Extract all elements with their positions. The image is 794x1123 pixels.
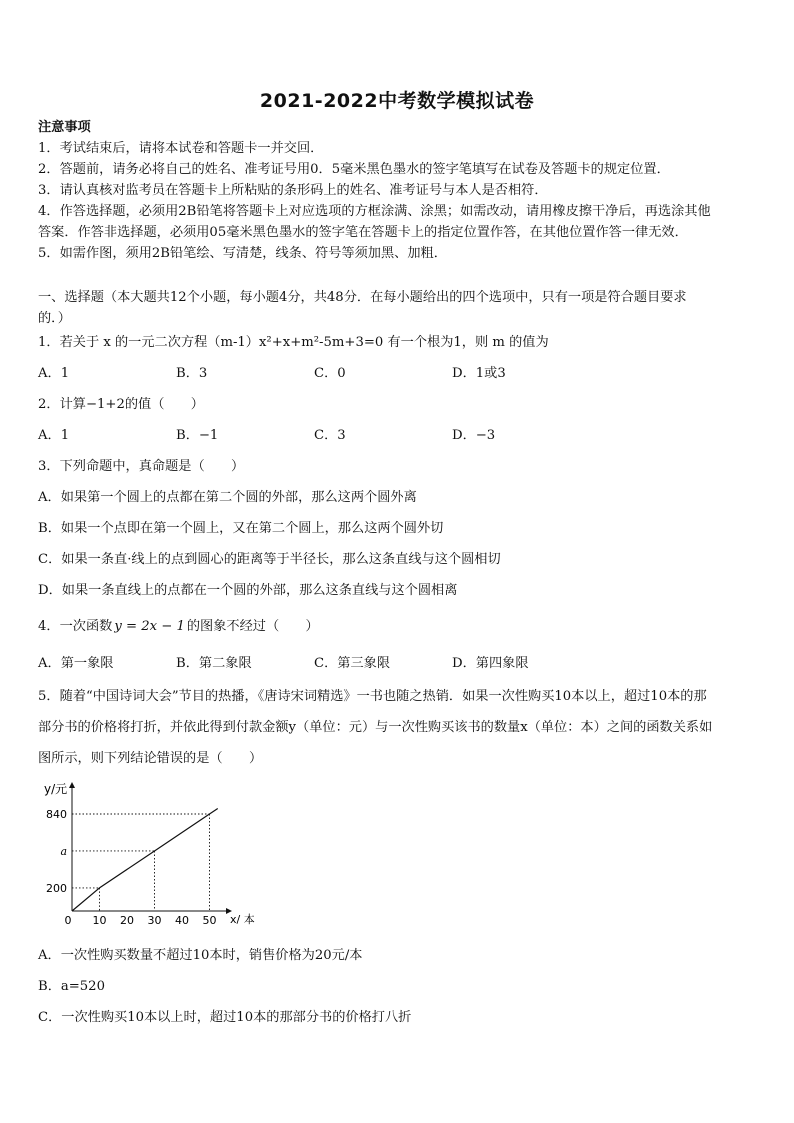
q4-option-c: C．第三象限 — [314, 656, 391, 671]
notice-item-4-cont: 答案．作答非选择题，必须用05毫米黑色墨水的签字笔在答题卡上的指定位置作答，在其他位置作答一律无效． — [38, 225, 688, 240]
q3-option-c: C．如果一条直·线上的点到圆心的距离等于半径长，那么这条直线与这个圆相切 — [38, 552, 501, 567]
q2-option-d: D．−3 — [452, 428, 496, 443]
q2-option-a: A．1 — [38, 428, 70, 443]
notice-heading: 注意事项 — [38, 120, 91, 135]
y-tick-label: 200 — [46, 881, 67, 895]
q2-stem: 2．计算−1+2的值（ ） — [38, 397, 204, 412]
page-title: 2021-2022中考数学模拟试卷 — [259, 90, 535, 112]
q4-formula: y = 2x − 1 — [114, 619, 185, 634]
q2-option-c: C．3 — [314, 428, 346, 443]
q3-option-a: A．如果第一个圆上的点都在第二个圆的外部，那么这两个圆外离 — [38, 490, 417, 505]
q3-option-d: D．如果一条直线上的点都在一个圆的外部，那么这条直线与这个圆相离 — [38, 583, 458, 598]
q4-stem-pre: 4．一次函数 — [38, 619, 113, 634]
q5-stem-line1: 5．随着“中国诗词大会”节目的热播，《唐诗宋词精选》一书也随之热销．如果一次性购买10本以上，超过10本的那 — [38, 689, 707, 704]
q2-option-b: B．−1 — [176, 428, 219, 443]
x-tick-label: 20 — [120, 914, 134, 927]
q5-stem-line2: 部分书的价格将打折，并依此得到付款金额y（单位：元）与一次性购买该书的数量x（单位：本）之间的函数关系如 — [38, 720, 713, 735]
q4-option-b: B．第二象限 — [176, 656, 252, 671]
notice-item-2: 2．答题前，请务必将自己的姓名、准考证号用0．5毫米黑色墨水的签字笔填写在试卷及答题卡的规定位置． — [38, 162, 670, 177]
x-tick-label: 40 — [175, 914, 189, 927]
section-heading: 一、选择题（本大题共12个小题，每小题4分，共48分．在每小题给出的四个选项中，只有一项是符合题目要求 — [38, 290, 687, 305]
notice-item-4: 4．作答选择题，必须用2B铅笔将答题卡上对应选项的方框涂满、涂黑；如需改动，请用橡皮擦干净后，再选涂其他 — [38, 204, 711, 219]
y-tick-label: 840 — [46, 808, 67, 821]
q5-option-b: B．a=520 — [38, 979, 105, 994]
q4-option-d: D．第四象限 — [452, 656, 529, 671]
section-heading-cont: 的．） — [38, 311, 71, 326]
notice-item-5: 5．如需作图，须用2B铅笔绘、写清楚，线条、符号等须加黑、加粗． — [38, 246, 447, 261]
q1-option-d: D．1或3 — [452, 366, 506, 381]
q4-option-a: A．第一象限 — [38, 656, 114, 671]
y-tick-label: a — [60, 844, 67, 858]
q3-stem: 3．下列命题中，真命题是（ ） — [38, 459, 245, 474]
q1-stem: 1．若关于 x 的一元二次方程（m-1）x²+x+m²-5m+3=0 有一个根为1，则 m 的值为 — [38, 335, 549, 350]
x-tick-label: 10 — [92, 914, 107, 927]
x-tick-label: 0 — [64, 914, 72, 927]
x-axis-label: x/ 本 — [230, 913, 255, 926]
q4-stem — [38, 617, 760, 637]
q3-option-b: B．如果一个点即在第一个圆上，又在第二个圆上，那么这两个圆外切 — [38, 521, 444, 536]
q5-stem-line3: 图所示，则下列结论错误的是（ ） — [38, 751, 263, 766]
notice-item-3: 3．请认真核对监考员在答题卡上所粘贴的条形码上的姓名、准考证号与本人是否相符． — [38, 183, 548, 198]
q5-option-c: C．一次性购买10本以上时，超过10本的那部分书的价格打八折 — [38, 1010, 412, 1025]
y-axis-label: y/元 — [44, 782, 68, 796]
function-line — [72, 808, 218, 911]
y-axis-arrow — [69, 782, 75, 788]
x-tick-label: 30 — [147, 914, 162, 927]
q5-function-graph — [34, 780, 264, 930]
q1-option-b: B．3 — [176, 366, 208, 381]
q4-stem-post: 的图象不经过（ ） — [186, 619, 319, 634]
x-tick-label: 50 — [202, 914, 217, 927]
q5-option-a: A．一次性购买数量不超过10本时，销售价格为20元/本 — [38, 948, 363, 963]
q1-option-a: A．1 — [38, 366, 70, 381]
q1-option-c: C．0 — [314, 366, 346, 381]
notice-item-1: 1．考试结束后，请将本试卷和答题卡一并交回． — [38, 141, 324, 156]
